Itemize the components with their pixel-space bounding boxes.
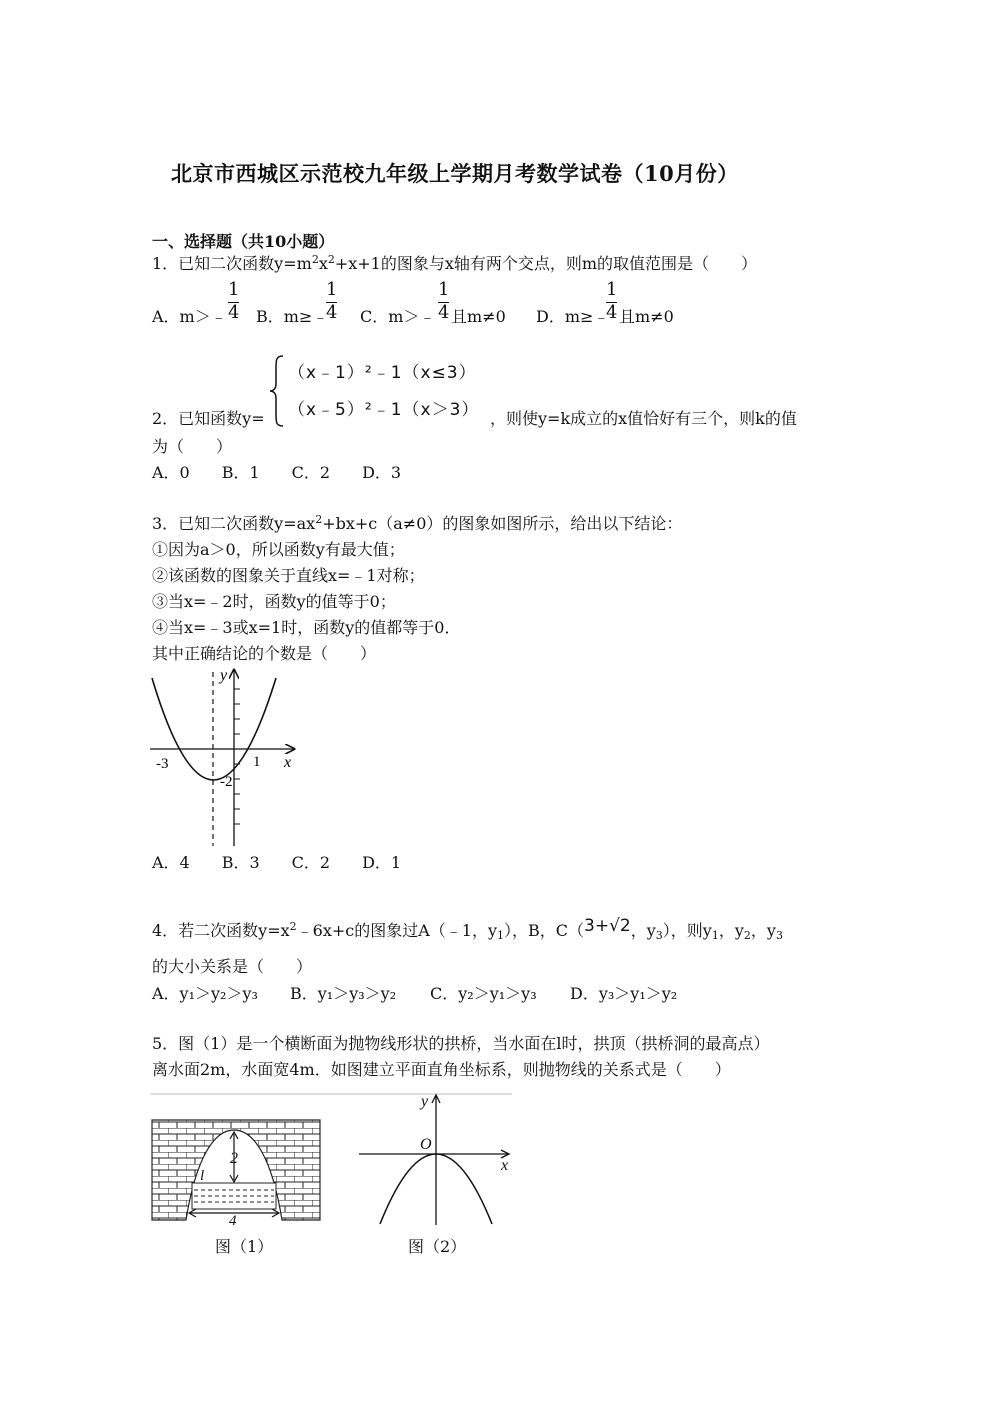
fig1-width-label: 4 bbox=[229, 1213, 237, 1227]
q5-stem-line1: 5．图（1）是一个横断面为抛物线形状的拱桥，当水面在l时，拱顶（拱桥洞的最高点） bbox=[152, 1034, 770, 1053]
piecewise-brace-icon bbox=[268, 354, 286, 428]
q3-conclusion-1: ①因为a＞0，所以函数y有最大值； bbox=[152, 540, 405, 559]
q1-option-c-tail: 且m≠0 bbox=[451, 307, 506, 326]
q1-option-d: D．m≥﹣ bbox=[536, 307, 610, 326]
fig2-y-label: y bbox=[421, 1093, 429, 1110]
section-heading: 一、选择题（共10小题） bbox=[152, 232, 335, 251]
q2-piece-2: （x﹣5）²﹣1（x＞3） bbox=[288, 400, 480, 420]
fig2-caption: 图（2） bbox=[408, 1237, 467, 1256]
q4-stem: 4．若二次函数$y=x^2﹣6x+c$的图象过A（﹣1，$y_1$），B，C（3+√2，$y_3$），则$y_1$，$y_2$，$y_3$ bbox=[152, 916, 783, 942]
q5-bridge-figure bbox=[150, 1092, 515, 1227]
q4-option-c: C．y₂＞y₁＞y₃ bbox=[430, 984, 537, 1003]
q1-fraction-d: 1 4 bbox=[606, 279, 618, 323]
fig1-height-label: 2 bbox=[230, 1150, 238, 1167]
q4-option-a: A．y₁＞y₂＞y₃ bbox=[152, 984, 258, 1003]
q3-options: A．4 B．3 C．2 D．1 bbox=[152, 853, 402, 872]
q1-fraction-b: 1 4 bbox=[326, 279, 338, 323]
q4-stem-line2: 的大小关系是（ ） bbox=[152, 957, 313, 976]
q2-stem-tail: ，则使y=k成立的x值恰好有三个，则k的值 bbox=[490, 409, 797, 428]
fig1-caption: 图（1） bbox=[215, 1237, 274, 1256]
q2-options: A．0 B．1 C．2 D．3 bbox=[152, 463, 402, 482]
q2-stem-line2: 为（ ） bbox=[152, 437, 233, 456]
q1-option-b: B．m≥﹣ bbox=[256, 307, 329, 326]
page-title: 北京市西城区示范校九年级上学期月考数学试卷（10月份） bbox=[171, 161, 739, 186]
q3-parabola-graph bbox=[146, 664, 306, 850]
fig2-x-label: x bbox=[501, 1157, 509, 1174]
q1-option-a: A．m＞﹣ bbox=[152, 307, 227, 326]
q3-conclusion-3: ③当x=﹣2时，函数y的值等于0； bbox=[152, 592, 396, 611]
q4-option-d: D．y₃＞y₁＞y₂ bbox=[570, 984, 678, 1003]
q1-fraction-a: 1 4 bbox=[228, 279, 240, 323]
q5-stem-line2: 离水面2m，水面宽4m．如图建立平面直角坐标系，则抛物线的关系式是（ ） bbox=[152, 1060, 731, 1079]
q3-question: 其中正确结论的个数是（ ） bbox=[152, 644, 377, 663]
q1-fraction-c: 1 4 bbox=[438, 279, 450, 323]
q2-stem: 2．已知函数y= bbox=[152, 409, 265, 428]
q3-conclusion-4: ④当x=﹣3或x=1时，函数y的值都等于0． bbox=[152, 618, 461, 637]
q3-label-1: 1 bbox=[253, 754, 261, 770]
q1-option-c: C．m＞﹣ bbox=[360, 307, 436, 326]
fig1-water-label: l bbox=[200, 1168, 205, 1184]
fig2-origin-label: O bbox=[420, 1136, 432, 1153]
q3-conclusion-2: ②该函数的图象关于直线x=﹣1对称； bbox=[152, 566, 425, 585]
q1-stem: 1．已知二次函数$y=m^2x^2+x+1$的图象与x轴有两个交点，则m的取值范围是（ ） bbox=[152, 253, 758, 273]
q3-x-label: x bbox=[284, 754, 292, 771]
q3-label-neg3: -3 bbox=[156, 756, 169, 772]
q1-option-d-tail: 且m≠0 bbox=[619, 307, 674, 326]
q3-label-neg2: -2 bbox=[220, 774, 233, 790]
q4-option-b: B．y₁＞y₃＞y₂ bbox=[290, 984, 397, 1003]
q3-y-label: y bbox=[220, 667, 228, 684]
q3-stem: 3．已知二次函数$y=ax^2+bx+c(a\ne 0)$的图象如图所示，给出以下结论： bbox=[152, 513, 683, 533]
q4-root-expression: 3+√2 bbox=[584, 916, 631, 936]
q2-piece-1: （x﹣1）²﹣1（x≤3） bbox=[288, 363, 477, 383]
